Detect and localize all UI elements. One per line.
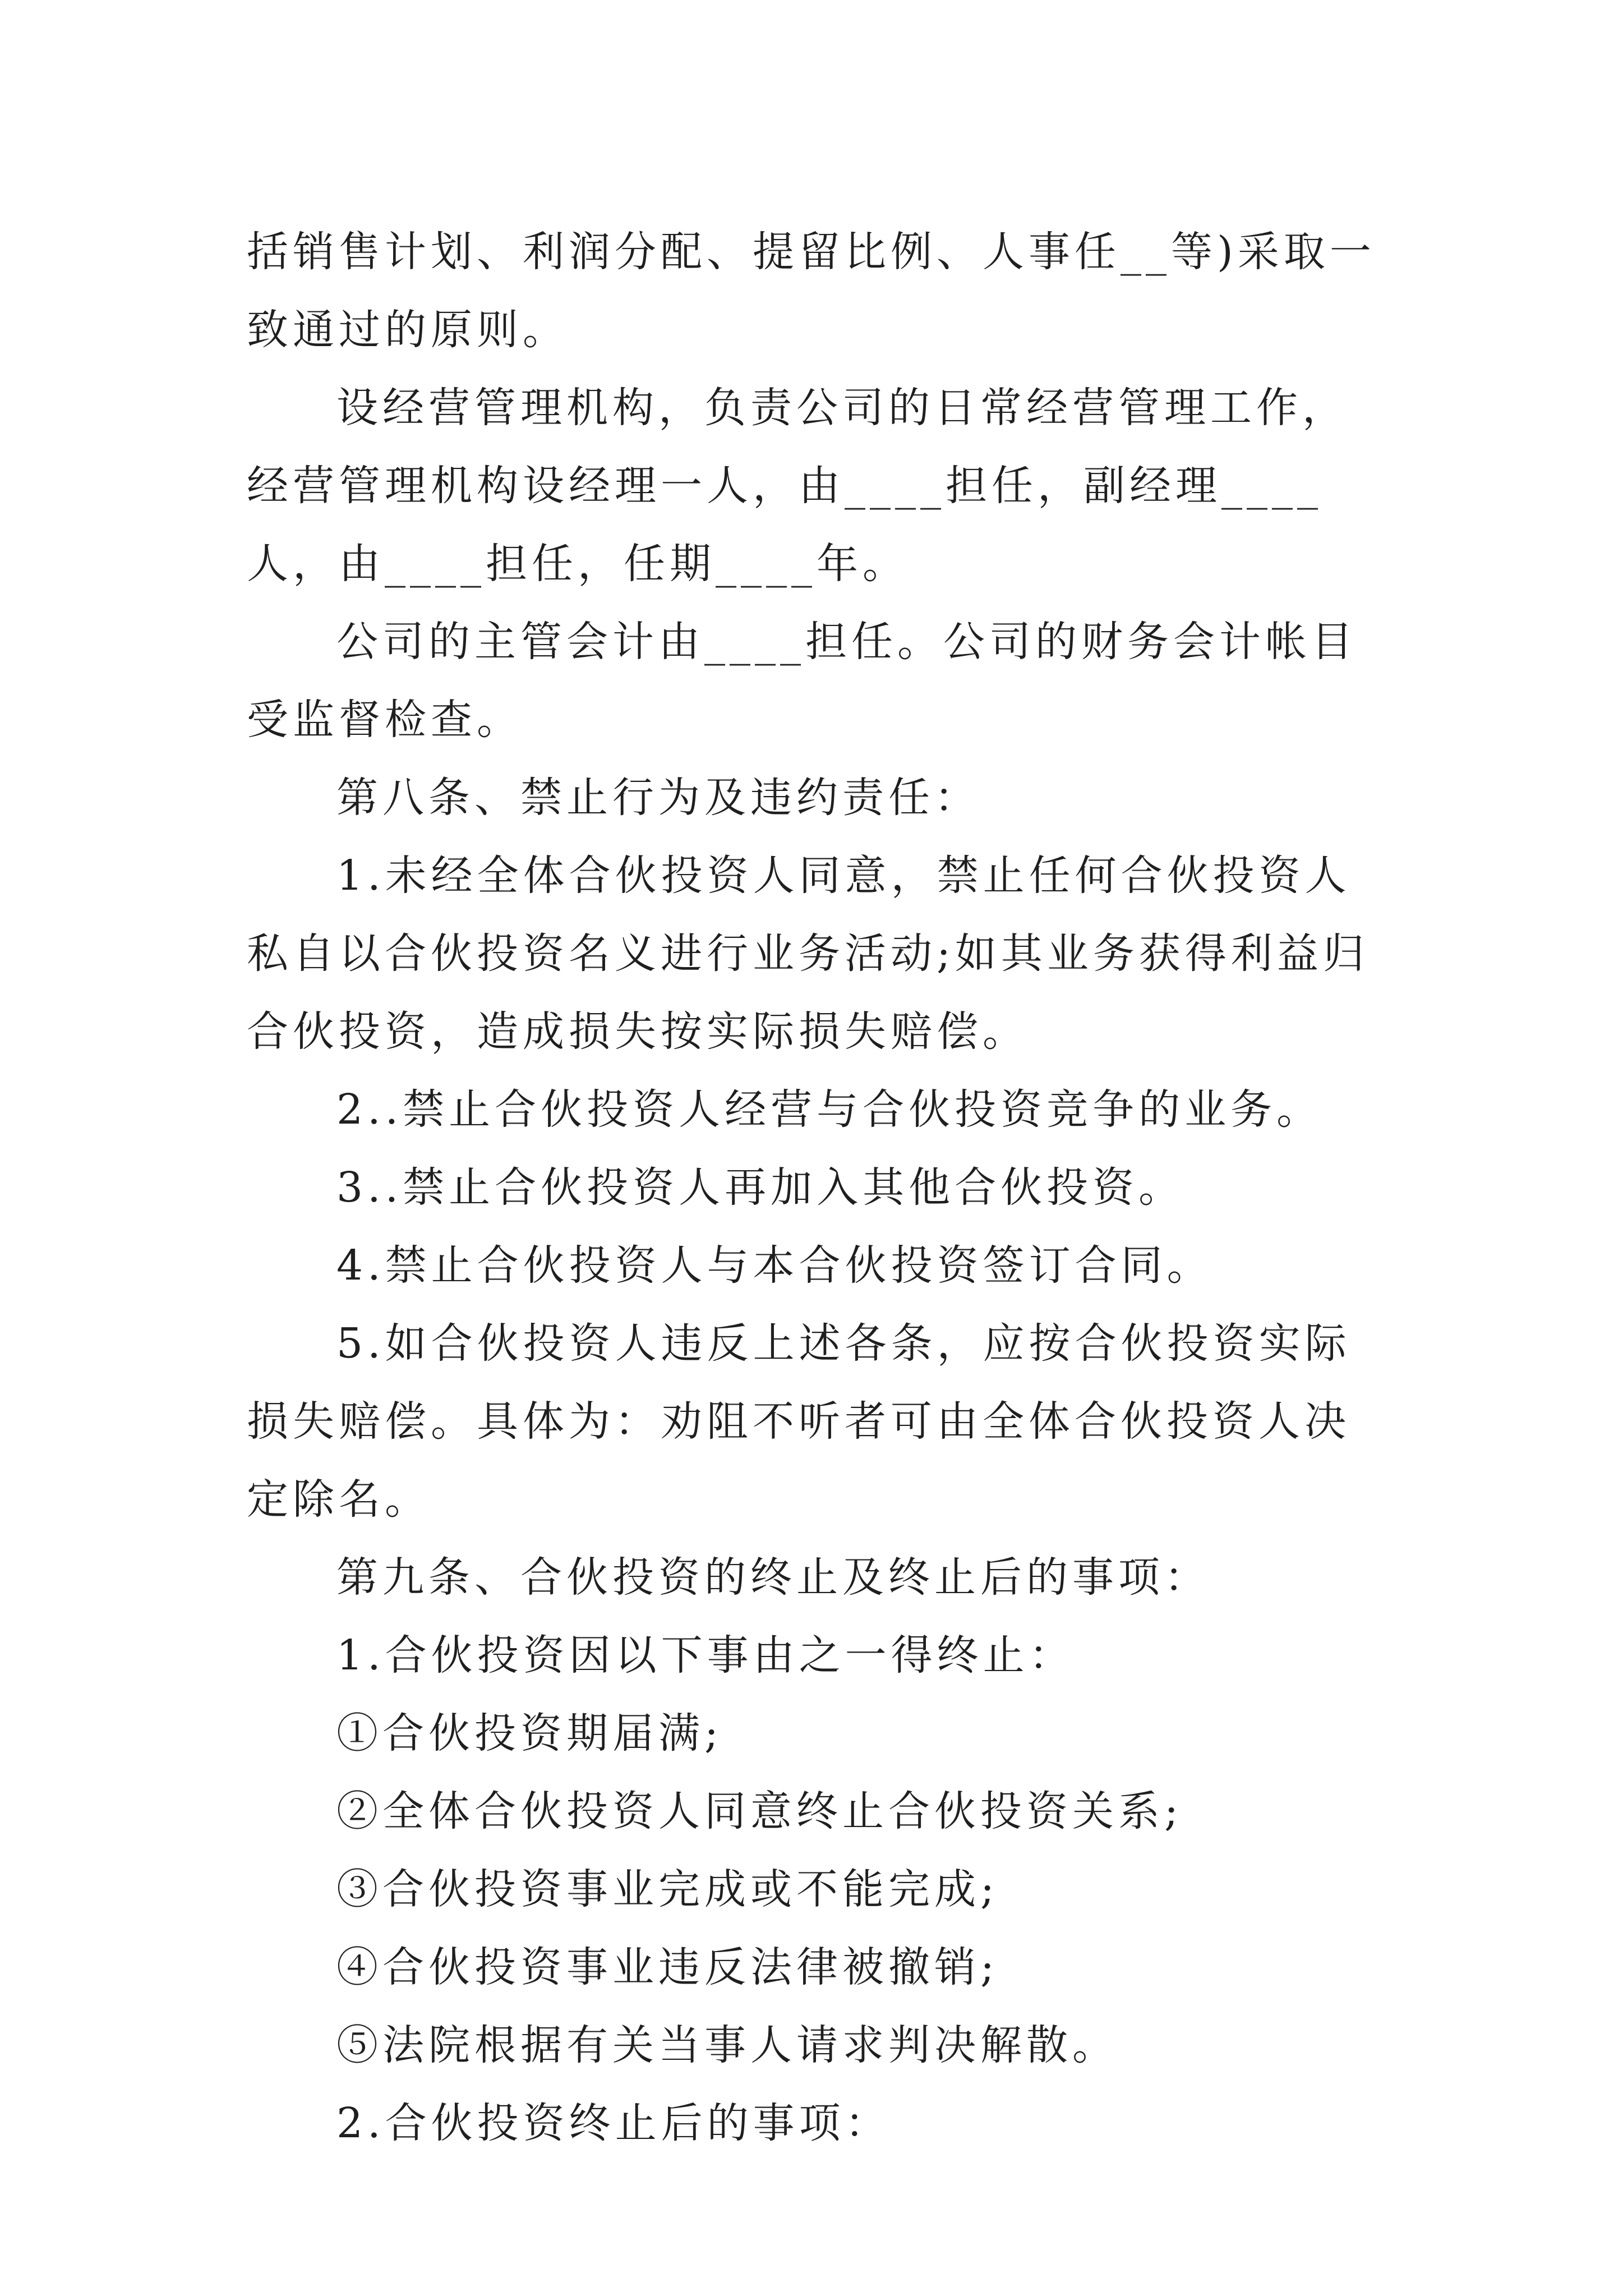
- paragraph-11: 1.合伙投资因以下事由之一得终止：: [336, 1631, 1075, 1680]
- paragraph-5: 1.未经全体合伙投资人同意，禁止任何合伙投资人私自以合伙投资名义进行业务活动;如其业务获得利益归合伙投资，造成损失按实际损失赔偿。: [247, 852, 1369, 1056]
- paragraph-8: 4.禁止合伙投资人与本合伙投资签订合同。: [336, 1241, 1213, 1290]
- document-body: [247, 213, 1391, 2162]
- list-item-4: ④合伙投资事业违反法律被撤销;: [336, 1943, 999, 1991]
- paragraph-1: 括销售计划、利润分配、提留比例、人事任__等)采取一致通过的原则。: [247, 228, 1376, 354]
- list-item-5: ⑤法院根据有关当事人请求判决解散。: [336, 2021, 1118, 2069]
- paragraph-7: 3..禁止合伙投资人再加入其他合伙投资。: [336, 1163, 1185, 1212]
- article-8-heading: 第八条、禁止行为及违约责任：: [336, 774, 980, 822]
- paragraph-6: 2..禁止合伙投资人经营与合伙投资竞争的业务。: [336, 1085, 1323, 1134]
- article-9-heading: 第九条、合伙投资的终止及终止后的事项：: [336, 1553, 1210, 1602]
- list-item-1: ①合伙投资期届满;: [336, 1709, 723, 1757]
- paragraph-17: 2.合伙投资终止后的事项：: [336, 2099, 891, 2147]
- paragraph-2: 设经营管理机构，负责公司的日常经营管理工作，经营管理机构设经理一人，由____担任，副经理____人，由____担任，任期____年。: [247, 384, 1348, 588]
- paragraph-9: 5.如合伙投资人违反上述各条，应按合伙投资实际损失赔偿。具体为：劝阻不听者可由全体合伙投资人决定除名。: [247, 1319, 1351, 1524]
- list-item-3: ③合伙投资事业完成或不能完成;: [336, 1865, 999, 1913]
- paragraph-3: 公司的主管会计由____担任。公司的财务会计帐目受监督检查。: [247, 618, 1357, 744]
- list-item-2: ②全体合伙投资人同意终止合伙投资关系;: [336, 1787, 1183, 1835]
